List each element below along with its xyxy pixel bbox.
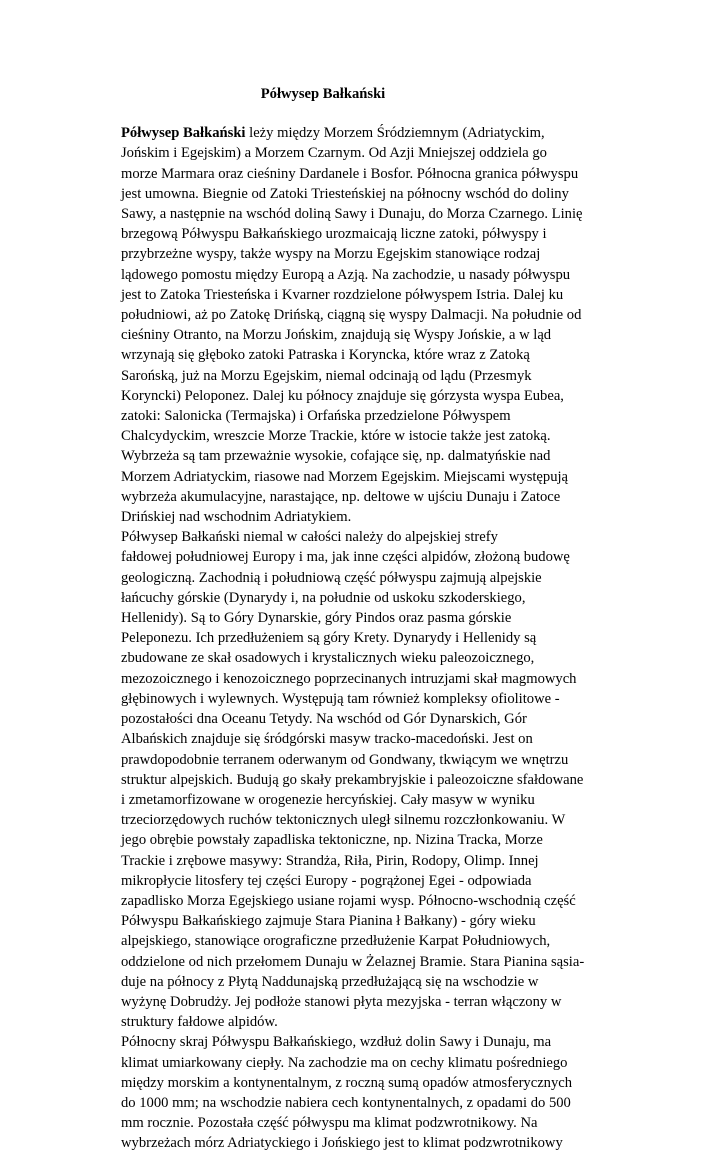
text-line: struktur alpejskich. Budują go skały prekambryjskie i paleozoiczne sfałdowane bbox=[121, 771, 584, 788]
text-line: alpejskiego, stanowiące orograficzne przedłużenie Karpat Południowych, bbox=[121, 933, 551, 950]
text-line: jego obrębie powstały zapadliska tektoniczne, np. Nizina Tracka, Morze bbox=[121, 832, 543, 849]
document-title: Półwysep Bałkański bbox=[260, 86, 386, 102]
text-line: Trackie i zrębowe masywy: Strandża, Riła, Pirin, Rodopy, Olimp. Innej bbox=[121, 852, 539, 869]
text-line: Albańskich znajduje się śródgórski masyw tracko-macedoński. Jest on bbox=[121, 731, 533, 748]
text-line: trzeciorzędowych ruchów tektonicznych uległ silnemu rozczłonkowaniu. W bbox=[121, 812, 566, 829]
text-line: lądowego pomostu między Europą a Azją. Na zachodzie, u nasady półwyspu bbox=[121, 266, 571, 283]
text-line: Drińskiej nad wschodnim Adriatykiem. bbox=[121, 509, 352, 526]
text-line: między morskim a kontynentalnym, z roczną sumą opadów atmosferycznych bbox=[121, 1074, 573, 1091]
text-line: wybrzeża akumulacyjne, narastające, np. deltowe w ujściu Dunaju i Zatoce bbox=[121, 488, 561, 505]
text-line: do 1000 mm; na wschodzie nabiera cech kontynentalnych, z opadami do 500 bbox=[121, 1094, 571, 1111]
text-line: Północny skraj Półwyspu Bałkańskiego, wzdłuż dolin Sawy i Dunaju, ma bbox=[121, 1034, 552, 1051]
lead-term: Półwysep Bałkański bbox=[121, 125, 246, 142]
document-body bbox=[88, 123, 585, 1153]
text-line: oddzielone od nich przełomem Dunaju w Żelaznej Bramie. Stara Pianina sąsia- bbox=[121, 953, 585, 970]
text-line: wyżynę Dobrudży. Jej podłoże stanowi płyta mezyjska - terran włączony w bbox=[121, 993, 562, 1010]
text-line: Hellenidy). Są to Góry Dynarskie, góry Pindos oraz pasma górskie bbox=[121, 610, 512, 627]
text-line: mikropłycie litosfery tej części Europy - pogrążonej Egei - odpowiada bbox=[121, 872, 532, 889]
text-line: Półwysep Bałkański niemal w całości należy do alpejskiej strefy bbox=[121, 529, 498, 546]
text-line: Peleponezu. Ich przedłużeniem są góry Krety. Dynarydy i Hellenidy są bbox=[121, 630, 537, 647]
text-line: Chalcydyckim, wreszcie Morze Trackie, które w istocie także jest zatoką. bbox=[121, 428, 551, 445]
text-line: klimat umiarkowany ciepły. Na zachodzie ma on cechy klimatu pośredniego bbox=[121, 1054, 568, 1071]
text-line: pozostałości dna Oceanu Tetydy. Na wschód od Gór Dynarskich, Gór bbox=[121, 711, 527, 728]
text-line: cieśniny Otranto, na Morzu Jońskim, znajdują się Wyspy Jońskie, a w ląd bbox=[121, 327, 552, 344]
text-line: zapadlisko Morza Egejskiego usiane rojami wysp. Północno-wschodnią część bbox=[121, 892, 576, 909]
text-line: łańcuchy górskie (Dynarydy i, na południe od uskoku szkoderskiego, bbox=[121, 589, 526, 606]
text-line: Koryncki) Peloponez. Dalej ku północy znajduje się górzysta wyspa Eubea, bbox=[121, 387, 564, 404]
text-line: Jońskim i Egejskim) a Morzem Czarnym. Od Azji Mniejszej oddziela go bbox=[121, 145, 547, 162]
text-line: morze Marmara oraz cieśniny Dardanele i Bosfor. Północna granica półwyspu bbox=[121, 165, 579, 182]
text-line: geologiczną. Zachodnią i południową część półwyspu zajmują alpejskie bbox=[121, 569, 542, 586]
text-line: Wybrzeża są tam przeważnie wysokie, cofające się, np. dalmatyńskie nad bbox=[121, 448, 551, 465]
text-line: prawdopodobnie terranem oderwanym od Gondwany, tkwiącym we wnętrzu bbox=[121, 751, 569, 768]
text-line: Morzem Adriatyckim, riasowe nad Morzem Egejskim. Miejscami występują bbox=[121, 468, 569, 485]
text-line: Półwyspu Bałkańskiego zajmuje Stara Pianina ł Bałkany) - góry wieku bbox=[121, 913, 536, 930]
text-line: brzegową Półwyspu Bałkańskiego urozmaicają liczne zatoki, półwyspy i bbox=[121, 226, 547, 243]
text-line: jest to Zatoka Triesteńska i Kvarner rozdzielone półwyspem Istria. Dalej ku bbox=[121, 286, 564, 303]
document-page bbox=[88, 84, 585, 1154]
line-text: leży między Morzem Śródziemnym (Adriatyckim, bbox=[245, 125, 545, 142]
text-line: południowi, aż po Zatokę Drińską, ciągną się wyspy Dalmacji. Na południe od bbox=[121, 307, 582, 324]
text-line: wybrzeżach mórz Adriatyckiego i Jońskiego jest to klimat podzwrotnikowy bbox=[121, 1135, 563, 1152]
text-line: Sarońską, już na Morzu Egejskim, niemal odcinają od lądu (Przesmyk bbox=[121, 367, 532, 384]
paragraph bbox=[88, 123, 583, 527]
text-line: głębinowych i wylewnych. Występują tam również kompleksy ofiolitowe - bbox=[121, 690, 560, 707]
text-line: struktury fałdowe alpidów. bbox=[121, 1014, 278, 1031]
text-line: duje na północy z Płytą Naddunajską przedłużającą się na wschodzie w bbox=[121, 973, 539, 990]
text-line bbox=[88, 123, 558, 143]
text-line: zbudowane ze skał osadowych i krystalicznych wieku paleozoicznego, bbox=[121, 650, 535, 667]
text-line: Sawy, a następnie na wschód doliną Sawy i Dunaju, do Morza Czarnego. Linię bbox=[121, 206, 583, 223]
text-line: wrzynają się głęboko zatoki Patraska i Koryncka, które wraz z Zatoką bbox=[121, 347, 530, 364]
text-line: i zmetamorfizowane w orogenezie hercyńskiej. Cały masyw w wyniku bbox=[121, 791, 535, 808]
text-line: fałdowej południowej Europy i ma, jak inne części alpidów, złożoną budowę bbox=[121, 549, 570, 566]
text-line: przybrzeżne wyspy, także wyspy na Morzu Egejskim stanowiące rodzaj bbox=[121, 246, 541, 263]
text-line: mezozoicznego i kenozoicznego poprzecinanych intruzjami skał magmowych bbox=[121, 670, 577, 687]
text-line: zatoki: Salonicka (Termajska) i Orfańska przedzielone Półwyspem bbox=[121, 408, 511, 425]
text-line: jest umowna. Biegnie od Zatoki Triesteńskiej na północny wschód do doliny bbox=[121, 185, 569, 202]
paragraph bbox=[88, 1032, 573, 1153]
text-line: mm rocznie. Pozostała część półwyspu ma klimat podzwrotnikowy. Na bbox=[121, 1115, 538, 1132]
paragraph bbox=[88, 527, 585, 1032]
